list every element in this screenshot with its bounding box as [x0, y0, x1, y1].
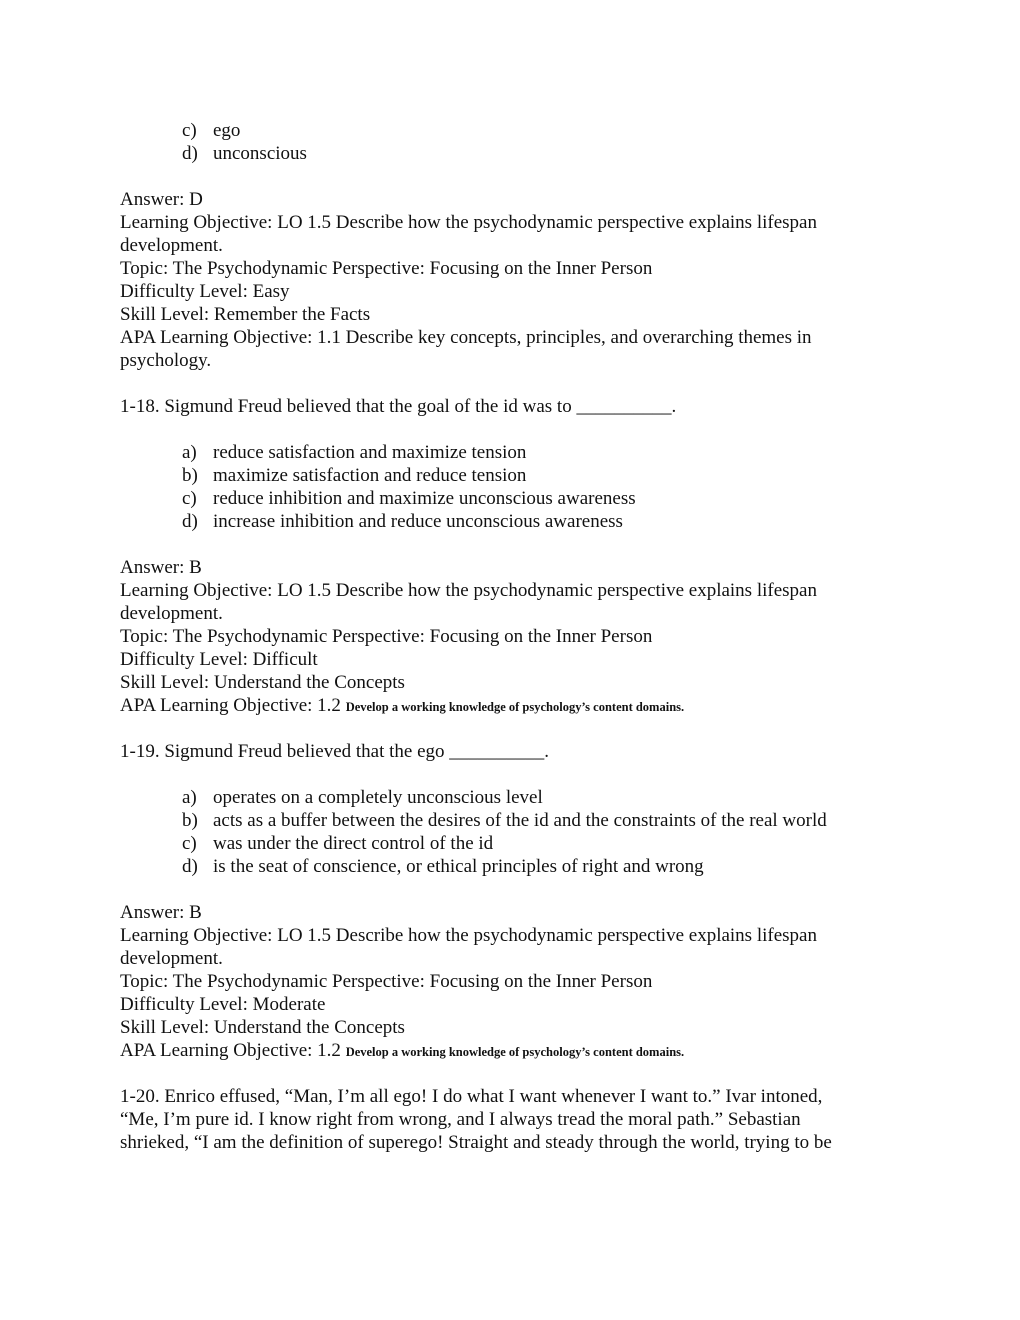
q19-learning-objective: Learning Objective: LO 1.5 Describe how the psychodynamic perspective explains lifespan: [120, 925, 817, 946]
q18-skill: Skill Level: Understand the Concepts: [120, 672, 405, 693]
q18-apa-objective: [120, 694, 684, 719]
option-text: reduce inhibition and maximize unconscious awareness: [213, 488, 636, 509]
q19-question: 1-19. Sigmund Freud believed that the ego __________.: [120, 741, 550, 762]
q17-learning-objective: Learning Objective: LO 1.5 Describe how the psychodynamic perspective explains lifespan: [120, 212, 817, 233]
q17-apa-objective-cont: psychology.: [120, 350, 212, 371]
q18-answer: Answer: B: [120, 557, 202, 578]
option-text: maximize satisfaction and reduce tension: [213, 465, 527, 486]
option-text: reduce satisfaction and maximize tension: [213, 442, 527, 463]
apa-objective-description: Develop a working knowledge of psychology’s content domains.: [345, 700, 685, 714]
q17-skill: Skill Level: Remember the Facts: [120, 304, 371, 325]
q20-question-line-2: “Me, I’m pure id. I know right from wrong, and I always tread the moral path.” Sebastian: [120, 1109, 801, 1130]
q18-difficulty: Difficulty Level: Difficult: [120, 649, 318, 670]
option-letter: a): [182, 787, 197, 808]
option-letter: b): [182, 810, 198, 831]
option-text: operates on a completely unconscious level: [213, 787, 543, 808]
option-letter: b): [182, 465, 198, 486]
option-text: was under the direct control of the id: [213, 833, 494, 854]
apa-objective-label: APA Learning Objective: 1.2: [120, 695, 346, 716]
q20-question-line-1: 1-20. Enrico effused, “Man, I’m all ego! I do what I want whenever I want to.” Ivar intoned,: [120, 1086, 823, 1107]
option-letter: a): [182, 442, 197, 463]
q19-learning-objective-cont: development.: [120, 948, 223, 969]
option-text: ego: [213, 120, 241, 141]
option-letter: d): [182, 511, 198, 532]
option-letter: d): [182, 856, 198, 877]
q17-learning-objective-cont: development.: [120, 235, 223, 256]
option-text: increase inhibition and reduce unconscious awareness: [213, 511, 623, 532]
q19-topic: Topic: The Psychodynamic Perspective: Focusing on the Inner Person: [120, 971, 653, 992]
q19-answer: Answer: B: [120, 902, 202, 923]
q19-difficulty: Difficulty Level: Moderate: [120, 994, 326, 1015]
q17-difficulty: Difficulty Level: Easy: [120, 281, 290, 302]
option-letter: c): [182, 120, 197, 141]
q18-question: 1-18. Sigmund Freud believed that the goal of the id was to __________.: [120, 396, 677, 417]
q18-topic: Topic: The Psychodynamic Perspective: Focusing on the Inner Person: [120, 626, 653, 647]
option-text: unconscious: [213, 143, 307, 164]
q17-topic: Topic: The Psychodynamic Perspective: Focusing on the Inner Person: [120, 258, 653, 279]
option-letter: c): [182, 488, 197, 509]
q20-question-line-3: shrieked, “I am the definition of superego! Straight and steady through the world, trying to be: [120, 1132, 832, 1153]
option-letter: c): [182, 833, 197, 854]
option-letter: d): [182, 143, 198, 164]
option-text: is the seat of conscience, or ethical principles of right and wrong: [213, 856, 704, 877]
q19-apa-objective: [120, 1039, 684, 1064]
apa-objective-label: APA Learning Objective: 1.2: [120, 1040, 346, 1061]
option-text: acts as a buffer between the desires of the id and the constraints of the real world: [213, 810, 827, 831]
q18-learning-objective-cont: development.: [120, 603, 223, 624]
apa-objective-description: Develop a working knowledge of psychology’s content domains.: [345, 1045, 685, 1059]
q17-apa-objective: APA Learning Objective: 1.1 Describe key concepts, principles, and overarching themes in: [120, 327, 812, 348]
q18-learning-objective: Learning Objective: LO 1.5 Describe how the psychodynamic perspective explains lifespan: [120, 580, 817, 601]
q19-skill: Skill Level: Understand the Concepts: [120, 1017, 405, 1038]
q17-answer: Answer: D: [120, 189, 203, 210]
